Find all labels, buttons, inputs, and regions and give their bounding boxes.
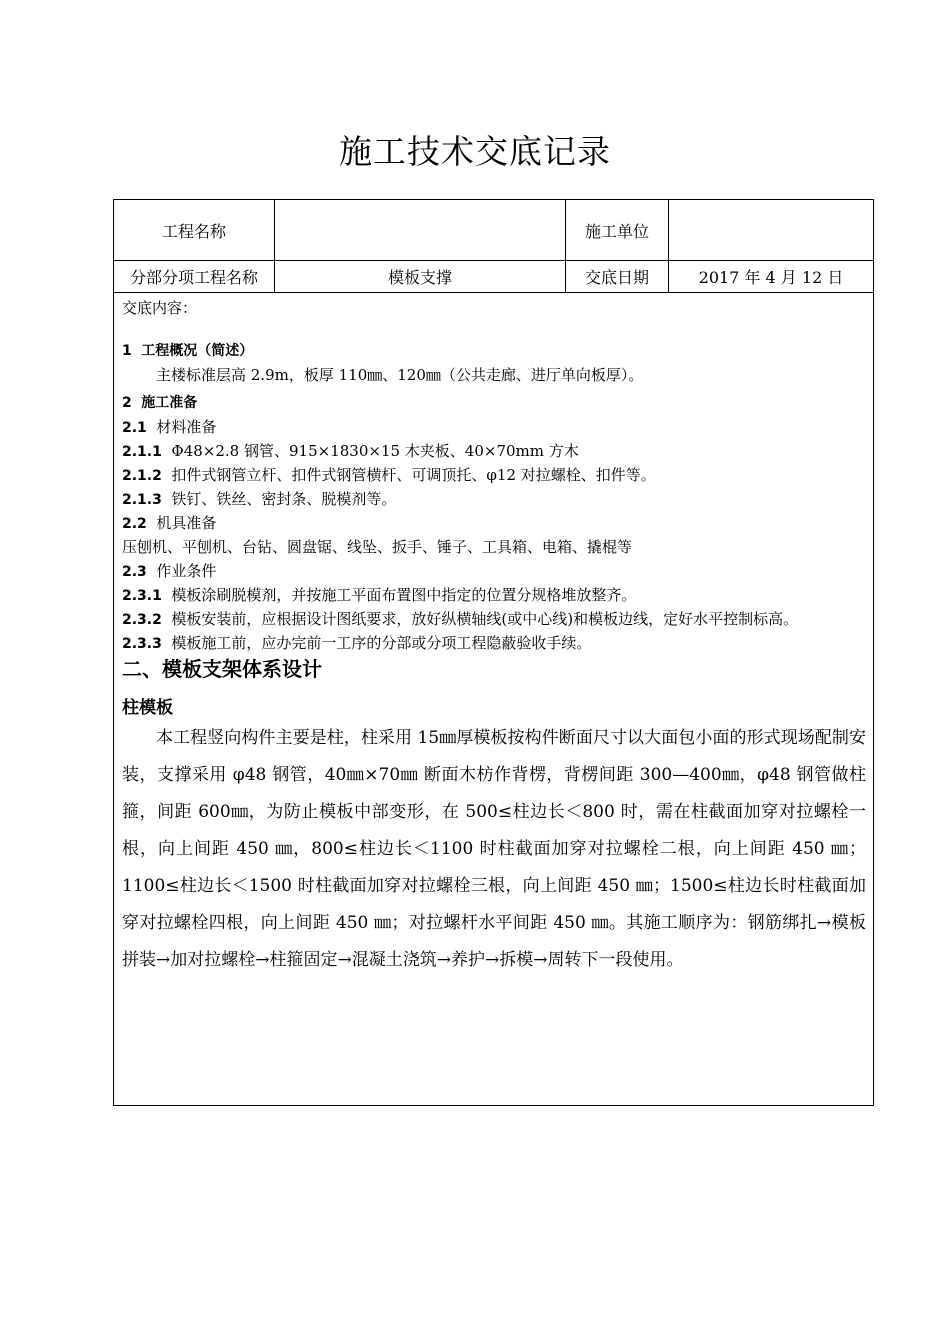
item-2-1-3-text: 铁钉、铁丝、密封条、脱模剂等。	[171, 490, 397, 508]
item-2-3-1-number: 2.3.1	[122, 588, 162, 604]
item-2-1-1-number: 2.1.1	[122, 444, 162, 460]
section-2-1-number: 2.1	[122, 420, 147, 436]
sub-project-label: 分部分项工程名称	[114, 260, 275, 292]
item-2-1-1	[122, 440, 579, 461]
item-2-3-2-number: 2.3.2	[122, 612, 162, 628]
item-2-3-3-number: 2.3.3	[122, 636, 162, 652]
item-2-3-3-text: 模板施工前，应办完前一工序的分部或分项工程隐蔽验收手续。	[171, 634, 592, 652]
section-2-2-text: 压刨机、平刨机、台钻、圆盘锯、线坠、扳手、锤子、工具箱、电箱、撬棍等	[122, 538, 633, 556]
section-2-title: 施工准备	[141, 395, 198, 411]
item-2-3-1-text: 模板涂刷脱模剂，并按施工平面布置图中指定的位置分规格堆放整齐。	[171, 586, 637, 604]
unit-label: 施工单位	[566, 200, 669, 260]
section-1-text: 主楼标准层高 2.9m，板厚 110㎜、120㎜（公共走廊、进厅单向板厚）。	[156, 366, 644, 384]
section-2-heading	[122, 392, 197, 412]
section-1-heading	[122, 340, 253, 360]
item-2-1-3	[122, 488, 396, 509]
section-1-title: 工程概况（简述）	[141, 343, 254, 359]
item-2-1-2	[122, 464, 656, 485]
section-2-number: 2	[122, 395, 132, 411]
section-2-1-heading	[122, 416, 216, 437]
item-2-3-1	[122, 584, 636, 605]
section-2-2-heading	[122, 512, 216, 533]
date-label: 交底日期	[566, 260, 669, 292]
intro-label: 交底内容：	[122, 299, 198, 317]
item-2-1-1-text: Φ48×2.8 钢管、915×1830×15 木夹板、40×70mm 方木	[171, 442, 579, 460]
sub-project-value: 模板支撑	[275, 260, 566, 292]
date-value: 2017 年 4 月 12 日	[698, 267, 844, 287]
section-heading-design: 二、模板支架体系设计	[122, 657, 322, 681]
item-2-3-2	[122, 608, 798, 629]
item-2-1-3-number: 2.1.3	[122, 492, 162, 508]
section-2-2-number: 2.2	[122, 516, 147, 532]
unit-value	[669, 200, 873, 260]
item-2-3-2-text: 模板安装前，应根据设计图纸要求，放好纵横轴线(或中心线)和模板边线，定好水平控制标高。	[171, 610, 799, 628]
column-formwork-paragraph: 本工程竖向构件主要是柱，柱采用 15㎜厚模板按构件断面尺寸以大面包小面的形式现场配制安装，支撑采用 φ48 钢管，40㎜×70㎜ 断面木枋作背楞，背楞间距 300—400㎜，φ48 钢管做柱箍，间距 600㎜，为防止模板中部变形，在 500≤柱边长＜800 时，需在柱截面加穿对拉螺栓一根，向上间距 450 ㎜，800≤柱边长＜1100 时柱截面加穿对拉螺栓二根，向上间距 450 ㎜；1100≤柱边长＜1500 时柱截面加穿对拉螺栓三根，向上间距 450 ㎜；1500≤柱边长时柱截面加穿对拉螺栓四根，向上间距 450 ㎜；对拉螺杆水平间距 450 ㎜。其施工顺序为：钢筋绑扎→模板拼装→加对拉螺栓→柱箍固定→混凝土浇筑→养护→拆模→周转下一段使用。	[122, 728, 866, 970]
section-2-3-title: 作业条件	[156, 562, 217, 580]
section-2-1-title: 材料准备	[156, 418, 217, 436]
record-table	[113, 199, 874, 1106]
section-2-3-number: 2.3	[122, 564, 147, 580]
item-2-3-3	[122, 632, 591, 653]
page-title: 施工技术交底记录	[339, 132, 611, 171]
project-name-value	[275, 200, 566, 260]
project-name-label: 工程名称	[114, 200, 275, 260]
section-1-number: 1	[122, 343, 132, 359]
header-row-2	[114, 260, 873, 293]
section-2-2-title: 机具准备	[156, 514, 217, 532]
item-2-1-2-text: 扣件式钢管立杆、扣件式钢管横杆、可调顶托、φ12 对拉螺栓、扣件等。	[171, 466, 656, 484]
item-2-1-2-number: 2.1.2	[122, 468, 162, 484]
subsection-heading-column-formwork: 柱模板	[122, 698, 173, 718]
section-2-3-heading	[122, 560, 216, 581]
header-row-1	[114, 200, 873, 261]
